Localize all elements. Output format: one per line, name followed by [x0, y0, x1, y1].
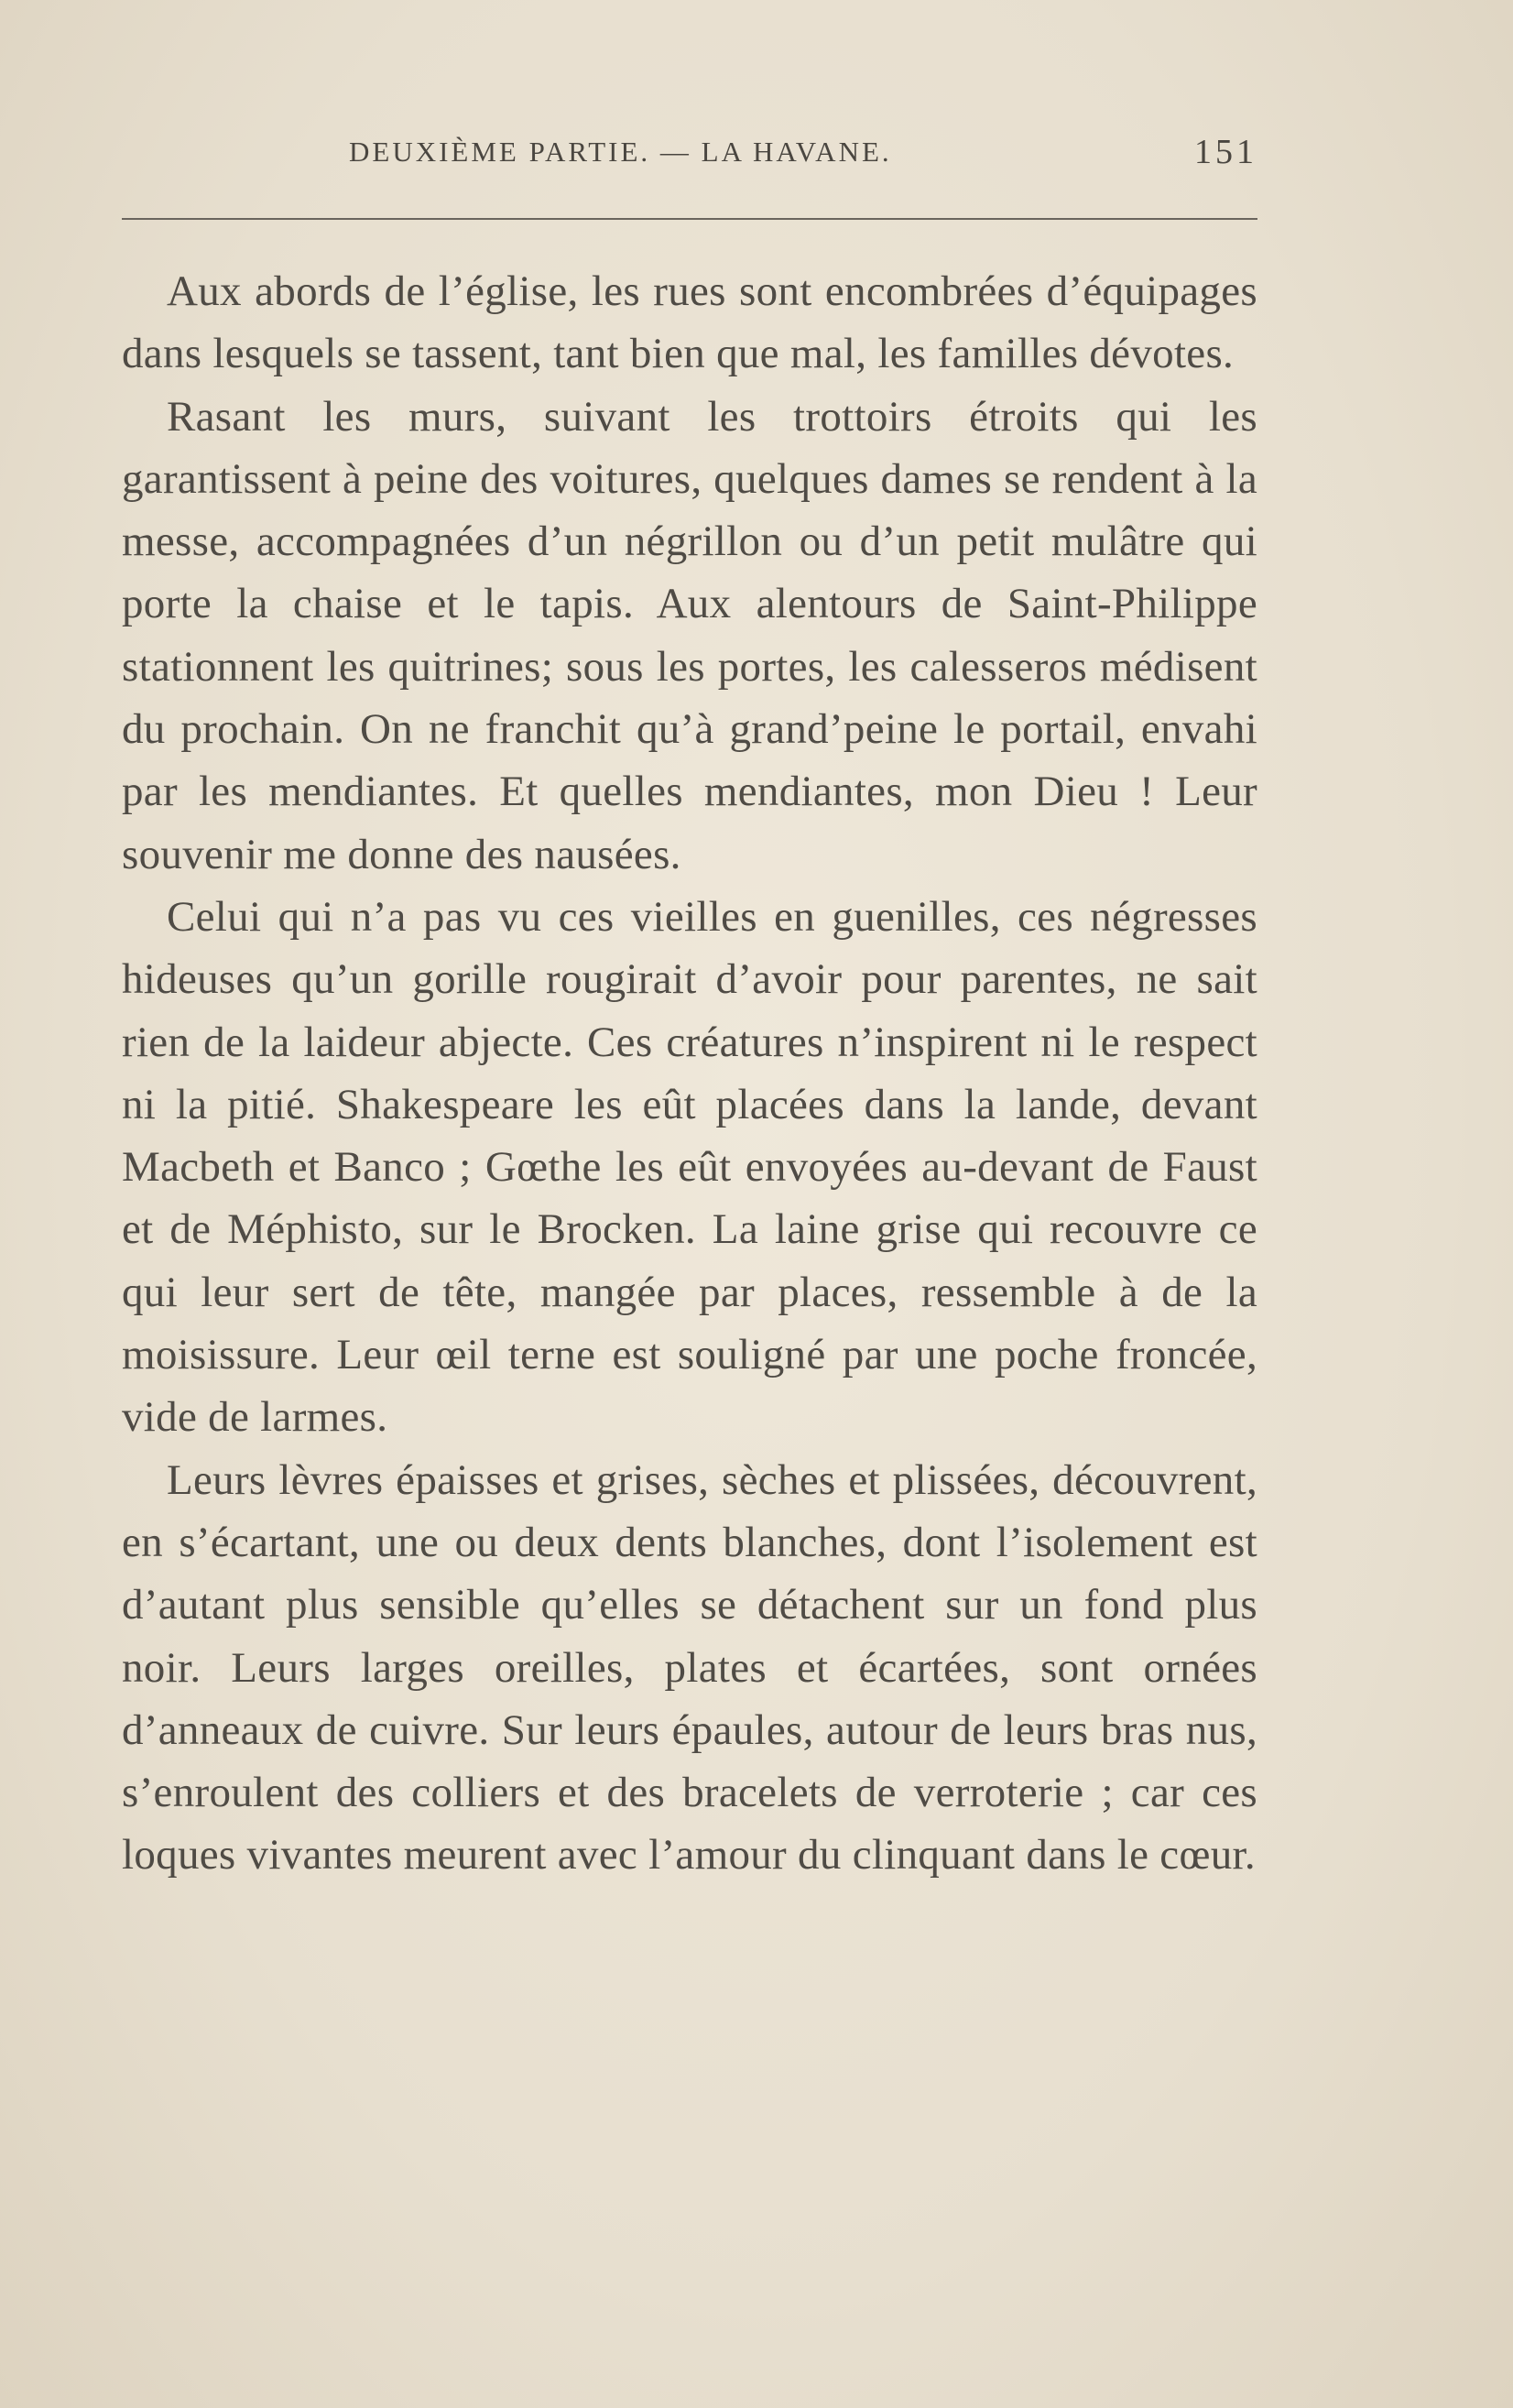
page-number: 151	[1194, 133, 1257, 171]
page-header	[122, 133, 1257, 181]
body-text	[122, 260, 1257, 1887]
paragraph: Celui qui n’a pas vu ces vieilles en guenilles, ces négresses hideuses qu’un gorille rougirait d’avoir pour parentes, ne sait rien de la laideur abjecte. Ces créatures n’inspirent ni le respect ni la pitié. Shakespeare les eût placées dans la lande, devant Macbeth et Banco ; Gœthe les eût envoyées au-devant de Faust et de Méphisto, sur le Brocken. La laine grise qui recouvre ce qui leur sert de tête, mangée par places, ressemble à de la moisissure. Leur œil terne est souligné par une poche froncée, vide de larmes.	[122, 892, 1257, 1442]
paragraph: Rasant les murs, suivant les trottoirs étroits qui les garantissent à peine des voitures, quelques dames se rendent à la messe, accompagnées d’un négrillon ou d’un petit mulâtre qui porte la chaise et le tapis. Aux alentours de Saint-Philippe stationnent les quitrines; sous les portes, les calesseros médisent du prochain. On ne franchit qu’à grand’peine le portail, envahi par les mendiantes. Et quelles mendiantes, mon Dieu ! Leur souvenir me donne des nausées.	[122, 392, 1257, 878]
paragraph: Leurs lèvres épaisses et grises, sèches et plissées, découvrent, en s’écartant, une ou deux dents blanches, dont l’isolement est d’autant plus sensible qu’elles se détachent sur un fond plus noir. Leurs larges oreilles, plates et écartées, sont ornées d’anneaux de cuivre. Sur leurs épaules, autour de leurs bras nus, s’enroulent des colliers et des bracelets de verroterie ; car ces loques vivantes meurent avec l’amour du clinquant dans le cœur.	[122, 1455, 1257, 1880]
header-rule	[122, 218, 1257, 220]
running-head: DEUXIÈME PARTIE. — LA HAVANE.	[349, 136, 892, 168]
paragraph: Aux abords de l’église, les rues sont encombrées d’équipages dans lesquels se tassent, tant bien que mal, les familles dévotes.	[122, 267, 1257, 378]
